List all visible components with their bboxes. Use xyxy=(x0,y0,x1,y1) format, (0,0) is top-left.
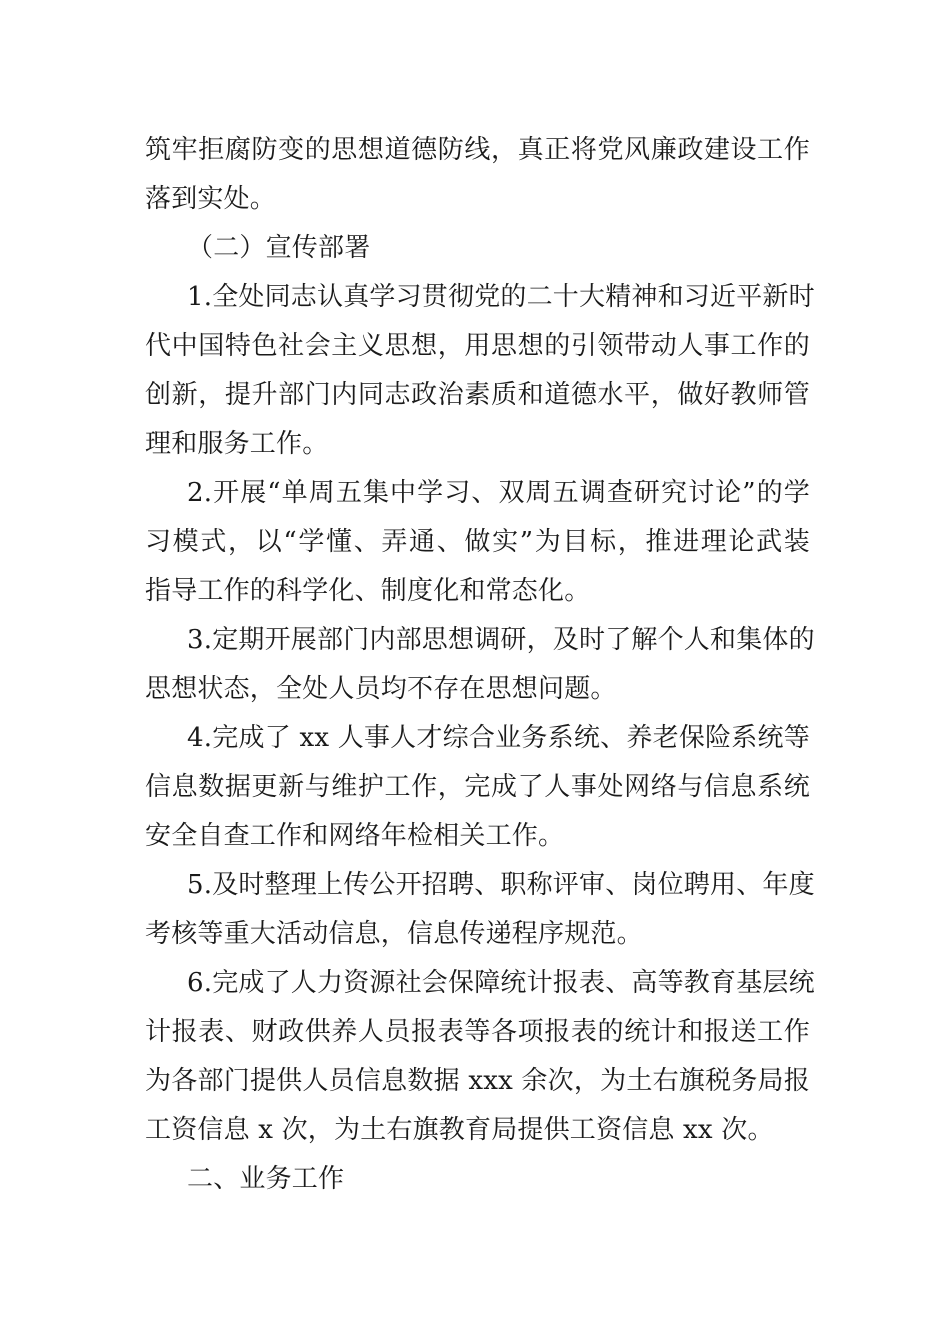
heading-text: 二、业务工作 xyxy=(187,1164,345,1194)
text-line: 为各部门提供人员信息数据 xxx 余次，为土右旗税务局报 xyxy=(145,1066,810,1096)
list-item-1 xyxy=(145,273,815,469)
text-line: 筑牢拒腐防变的思想道德防线，真正将党风廉政建设工作 xyxy=(145,135,810,165)
text-line: 理和服务工作。 xyxy=(145,429,329,459)
list-item-5 xyxy=(145,861,815,959)
section-heading-propaganda xyxy=(145,224,810,273)
text-line: 信息数据更新与维护工作，完成了人事处网络与信息系统 xyxy=(145,772,810,802)
text-line: 1.全处同志认真学习贯彻党的二十大精神和习近平新时 xyxy=(187,282,815,312)
text-line: 4.完成了 xx 人事人才综合业务系统、养老保险系统等 xyxy=(187,723,810,753)
text-line: 指导工作的科学化、制度化和常态化。 xyxy=(145,576,591,606)
text-line: 6.完成了人力资源社会保障统计报表、高等教育基层统 xyxy=(187,968,815,998)
text-line: 考核等重大活动信息，信息传递程序规范。 xyxy=(145,919,643,949)
text-line: 2.开展“单周五集中学习、双周五调查研究讨论”的学 xyxy=(187,478,810,508)
document-page xyxy=(145,126,815,1204)
text-line: 安全自查工作和网络年检相关工作。 xyxy=(145,821,565,851)
text-line: 计报表、财政供养人员报表等各项报表的统计和报送工作 xyxy=(145,1017,810,1047)
text-line: 5.及时整理上传公开招聘、职称评审、岗位聘用、年度 xyxy=(187,870,815,900)
section-heading-business xyxy=(145,1155,810,1204)
text-line: 习模式，以“学懂、弄通、做实”为目标，推进理论武装 xyxy=(145,527,810,557)
text-line: 落到实处。 xyxy=(145,184,277,214)
list-item-6 xyxy=(145,959,815,1155)
text-line: 创新，提升部门内同志政治素质和道德水平，做好教师管 xyxy=(145,380,810,410)
list-item-2 xyxy=(145,469,810,616)
text-line: 代中国特色社会主义思想，用思想的引领带动人事工作的 xyxy=(145,331,810,361)
text-line: 思想状态，全处人员均不存在思想问题。 xyxy=(145,674,617,704)
heading-text: （二）宣传部署 xyxy=(187,233,371,263)
paragraph-continuation xyxy=(145,126,810,224)
text-line: 3.定期开展部门内部思想调研，及时了解个人和集体的 xyxy=(187,625,815,655)
list-item-3 xyxy=(145,616,815,714)
list-item-4 xyxy=(145,714,810,861)
text-line: 工资信息 x 次，为土右旗教育局提供工资信息 xx 次。 xyxy=(145,1115,774,1145)
